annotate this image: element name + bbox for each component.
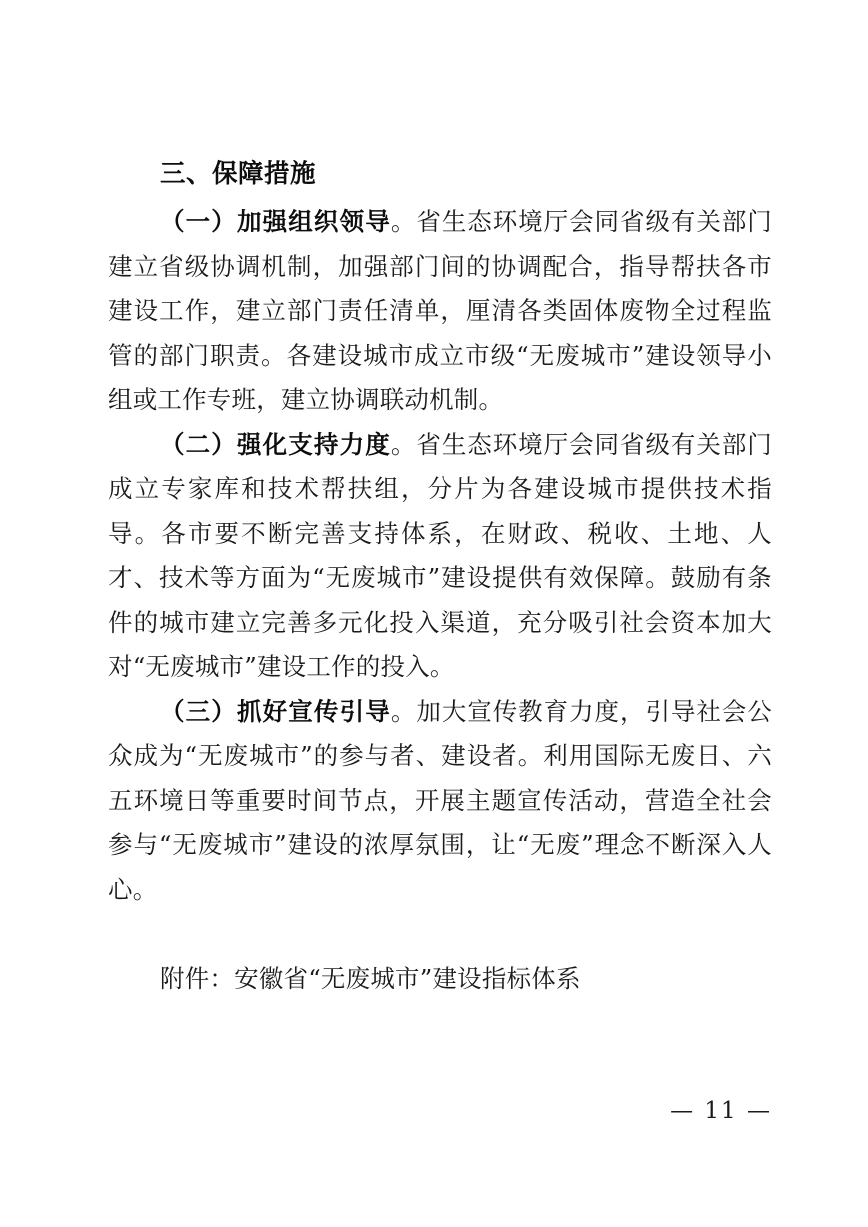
attachment-line: 附件：安徽省“无废城市”建设指标体系 bbox=[160, 963, 581, 993]
page-number-footer: — 11 — bbox=[670, 1098, 772, 1124]
section-heading: 三、保障措施 bbox=[160, 159, 317, 189]
paragraph-lead-1: （一）加强组织领导 bbox=[160, 207, 391, 236]
paragraph-spacer bbox=[108, 912, 772, 957]
paragraph-lead-2: （二）强化支持力度 bbox=[160, 429, 391, 459]
paragraph-body-1: 。省生态环境厅会同省级有关部门建立省级协调机制，加强部门间的协调配合，指导帮扶各市建设工作，建立部门责任清单，厘清各类固体废物全过程监管的部门职责。各建设城市成立市级“无废城市”建设领导小组或工作专班，建立协调联动机制。 bbox=[108, 207, 772, 414]
paragraph-zhua-hao-xuan-chuan-yin-dao bbox=[108, 690, 772, 913]
paragraph-body-3: 。加大宣传教育力度，引导社会公众成为“无废城市”的参与者、建设者。利用国际无废日、六五环境日等重要时间节点，开展主题宣传活动，营造全社会参与“无废城市”建设的浓厚氛围，让“无废”理念不断深入人心。 bbox=[108, 696, 772, 904]
paragraph-qiang-hua-zhi-chi-li-du bbox=[108, 423, 772, 690]
paragraph-lead-3: （三）抓好宣传引导 bbox=[160, 696, 391, 726]
paragraph-body-2: 。省生态环境厅会同省级有关部门成立专家库和技术帮扶组，分片为各建设城市提供技术指导。各市要不断完善支持体系，在财政、税收、土地、人才、技术等方面为“无废城市”建设提供有效保障。鼓励有条件的城市建立完善多元化投入渠道，充分吸引社会资本加大对“无废城市”建设工作的投入。 bbox=[108, 429, 772, 681]
paragraph-jia-qiang-zu-zhi-ling-dao bbox=[108, 200, 772, 423]
page-content bbox=[108, 152, 772, 1001]
